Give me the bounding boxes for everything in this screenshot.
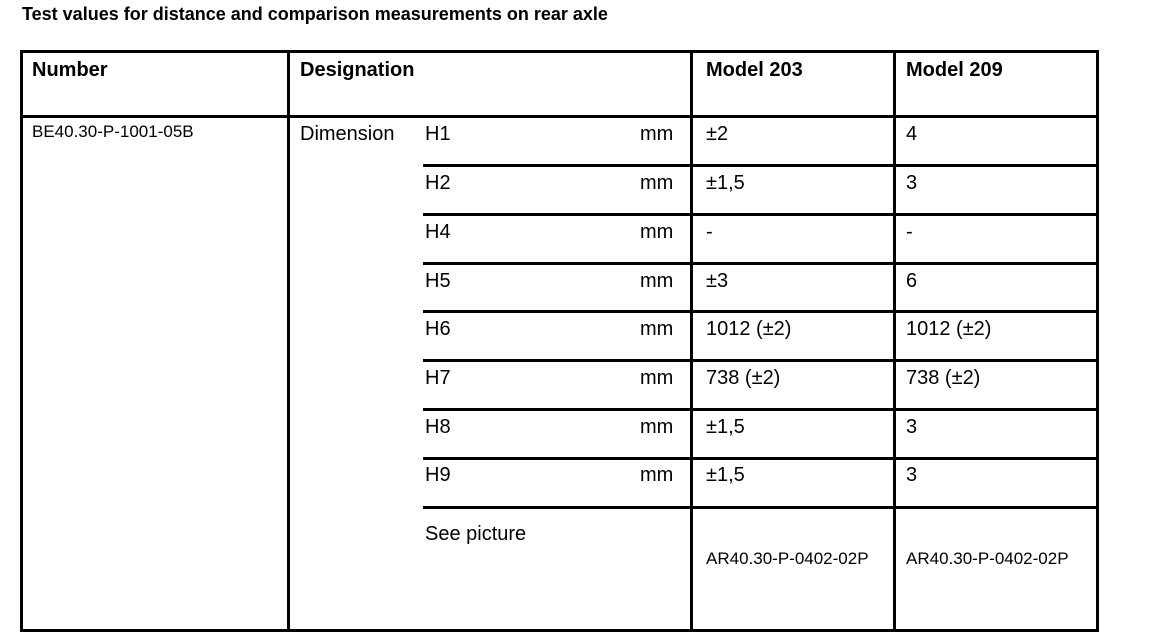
table-border-top — [20, 50, 1099, 53]
dimension-label: Dimension — [300, 123, 395, 145]
row-unit: mm — [640, 318, 674, 340]
row-param: H1 — [425, 123, 451, 145]
row-unit: mm — [640, 464, 674, 486]
row-unit: mm — [640, 270, 674, 292]
see-picture-label: See picture — [425, 523, 527, 545]
row-param: H5 — [425, 270, 451, 292]
picture-reference-model-209: AR40.30-P-0402-02P — [906, 549, 1069, 568]
row-model-209-value: 3 — [906, 172, 918, 194]
row-model-209-value: 1012 (±2) — [906, 318, 992, 340]
row-separator — [423, 164, 1099, 167]
row-model-203-value: 1012 (±2) — [706, 318, 792, 340]
row-separator — [423, 310, 1099, 313]
page-title: Test values for distance and comparison measurements on rear axle — [22, 4, 608, 24]
row-model-209-value: 3 — [906, 464, 918, 486]
document-number: BE40.30-P-1001-05B — [32, 122, 194, 141]
row-separator — [423, 457, 1099, 460]
row-unit: mm — [640, 367, 674, 389]
column-divider — [893, 50, 896, 632]
measurement-table — [20, 50, 1099, 632]
column-divider — [690, 50, 693, 632]
row-model-209-value: 738 (±2) — [906, 367, 981, 389]
header-number: Number — [32, 59, 108, 81]
row-param: H9 — [425, 464, 451, 486]
row-unit: mm — [640, 172, 674, 194]
row-model-209-value: - — [906, 221, 913, 243]
row-param: H6 — [425, 318, 451, 340]
row-model-203-value: - — [706, 221, 713, 243]
row-separator — [423, 408, 1099, 411]
row-model-209-value: 6 — [906, 270, 918, 292]
row-separator — [423, 262, 1099, 265]
row-param: H8 — [425, 416, 451, 438]
row-unit: mm — [640, 416, 674, 438]
row-model-209-value: 3 — [906, 416, 918, 438]
row-param: H7 — [425, 367, 451, 389]
column-divider — [287, 50, 290, 632]
row-separator — [423, 213, 1099, 216]
row-model-209-value: 4 — [906, 123, 918, 145]
table-border-bottom — [20, 629, 1099, 632]
row-model-203-value: ±1,5 — [706, 464, 745, 486]
row-model-203-value: ±1,5 — [706, 172, 745, 194]
row-unit: mm — [640, 123, 674, 145]
row-model-203-value: 738 (±2) — [706, 367, 781, 389]
row-model-203-value: ±2 — [706, 123, 729, 145]
picture-reference-model-203: AR40.30-P-0402-02P — [706, 549, 869, 568]
row-param: H2 — [425, 172, 451, 194]
row-separator — [423, 359, 1099, 362]
row-unit: mm — [640, 221, 674, 243]
header-separator — [20, 115, 1099, 118]
table-border-right — [1096, 50, 1099, 632]
row-model-203-value: ±3 — [706, 270, 729, 292]
header-model-203: Model 203 — [706, 59, 803, 81]
row-param: H4 — [425, 221, 451, 243]
row-model-203-value: ±1,5 — [706, 416, 745, 438]
table-border-left — [20, 50, 23, 632]
header-designation: Designation — [300, 59, 415, 81]
row-separator — [423, 506, 1099, 509]
header-model-209: Model 209 — [906, 59, 1003, 81]
